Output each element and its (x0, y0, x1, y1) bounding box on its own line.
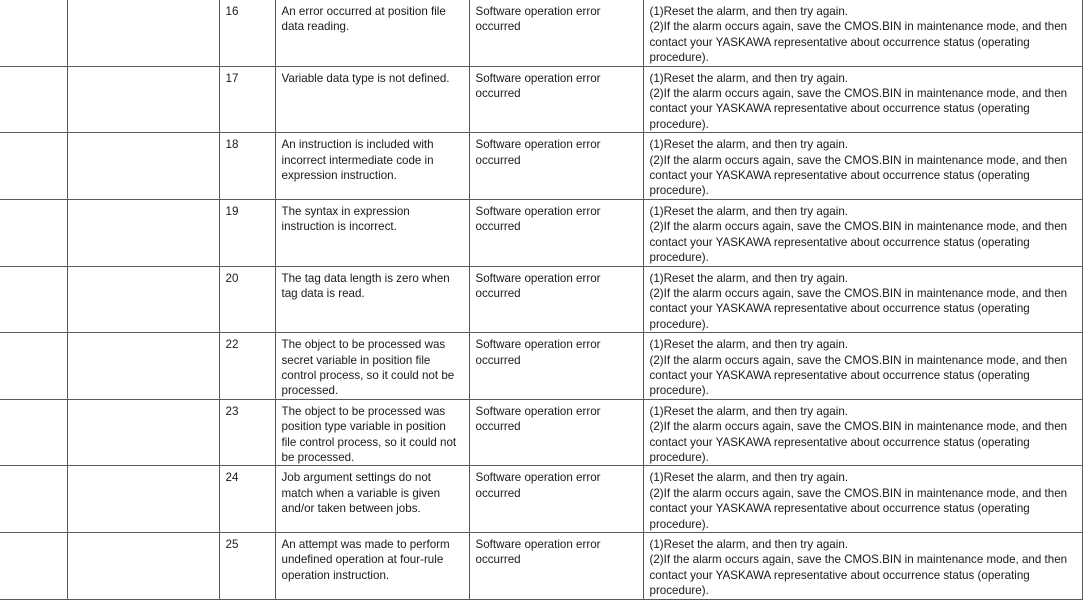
table-row (0, 466, 1082, 533)
remedy-step-1: (1)Reset the alarm, and then try again. (649, 338, 848, 352)
alarm-name-cell (67, 333, 219, 400)
sub-code-cell (219, 0, 275, 66)
remedy-step-2: (2)If the alarm occurs again, save the CMOS.BIN in maintenance mode, and then contact your YASKAWA representative about occurrence status (operating procedure). (649, 420, 1068, 464)
remedy-step-1: (1)Reset the alarm, and then try again. (649, 204, 848, 218)
sub-code: 18 (225, 138, 239, 152)
cause-cell (469, 0, 643, 66)
sub-code: 25 (225, 538, 239, 551)
remedy-step-2: (2)If the alarm occurs again, save the CMOS.BIN in maintenance mode, and then contact your YASKAWA representative about occurrence status (operating procedure). (649, 353, 1068, 398)
remedy-step-2: (2)If the alarm occurs again, save the CMOS.BIN in maintenance mode, and then contact your YASKAWA representative about occurrence status (operating procedure). (649, 553, 1068, 598)
remedy-cell (643, 466, 1082, 533)
sub-code: 24 (225, 471, 239, 485)
cause-cell (469, 399, 643, 466)
remedy-step-2: (2)If the alarm occurs again, save the CMOS.BIN in maintenance mode, and then contact your YASKAWA representative about occurrence status (operating procedure). (649, 286, 1068, 331)
alarm-number-cell (0, 333, 67, 400)
remedy-cell (643, 66, 1082, 133)
remedy-step-2: (2)If the alarm occurs again, save the CMOS.BIN in maintenance mode, and then contact your YASKAWA representative about occurrence status (operating procedure). (649, 486, 1068, 531)
alarm-name-cell (67, 0, 219, 66)
cause-text: Software operation error occurred (475, 271, 601, 300)
remedy-cell (643, 399, 1082, 466)
cause-text: Software operation error occurred (475, 204, 601, 234)
remedy-cell (643, 0, 1082, 66)
cause-text: Software operation error occurred (475, 5, 601, 34)
remedy-step-2: (2)If the alarm occurs again, save the CMOS.BIN in maintenance mode, and then contact your YASKAWA representative about occurrence status (operating procedure). (649, 220, 1068, 265)
remedy-step-1: (1)Reset the alarm, and then try again. (649, 471, 848, 485)
meaning-cell (275, 399, 469, 466)
sub-code-cell (219, 266, 275, 333)
meaning-cell (275, 66, 469, 133)
cause-cell (469, 533, 643, 600)
remedy-step-1: (1)Reset the alarm, and then try again. (649, 138, 848, 152)
sub-code: 19 (225, 204, 239, 218)
cause-cell (469, 133, 643, 200)
meaning-cell (275, 266, 469, 333)
remedy-cell (643, 333, 1082, 400)
cause-text: Software operation error occurred (475, 338, 601, 367)
table-row (0, 333, 1082, 400)
alarm-number-cell (0, 0, 67, 66)
cause-cell (469, 466, 643, 533)
cause-text: Software operation error occurred (475, 138, 601, 167)
sub-code-cell (219, 66, 275, 133)
cause-text: Software operation error occurred (475, 471, 601, 500)
alarm-number-cell (0, 466, 67, 533)
cause-cell (469, 199, 643, 266)
meaning-cell (275, 333, 469, 400)
table-row (0, 133, 1082, 200)
table-row (0, 0, 1082, 66)
alarm-name-cell (67, 399, 219, 466)
table-row (0, 533, 1082, 600)
alarm-number-cell (0, 133, 67, 200)
sub-code: 22 (225, 338, 239, 352)
remedy-cell (643, 199, 1082, 266)
meaning-text: Job argument settings do not match when a variable is given and/or taken between jobs. (281, 471, 441, 516)
alarm-number-cell (0, 66, 67, 133)
meaning-cell (275, 533, 469, 600)
sub-code-cell (219, 399, 275, 466)
cause-cell (469, 66, 643, 133)
remedy-step-1: (1)Reset the alarm, and then try again. (649, 538, 848, 551)
remedy-step-1: (1)Reset the alarm, and then try again. (649, 5, 848, 18)
remedy-step-1: (1)Reset the alarm, and then try again. (649, 271, 848, 285)
meaning-cell (275, 199, 469, 266)
meaning-text: The object to be processed was position type variable in position file control process, so it could not be processed. (281, 404, 457, 464)
meaning-text: The tag data length is zero when tag data is read. (281, 271, 450, 300)
cause-text: Software operation error occurred (475, 71, 601, 101)
remedy-step-1: (1)Reset the alarm, and then try again. (649, 404, 848, 418)
remedy-step-2: (2)If the alarm occurs again, save the CMOS.BIN in maintenance mode, and then contact your YASKAWA representative about occurrence status (operating procedure). (649, 153, 1068, 198)
meaning-text: An instruction is included with incorrect intermediate code in expression instruction. (281, 138, 434, 183)
remedy-step-1: (1)Reset the alarm, and then try again. (649, 71, 848, 85)
alarm-number-cell (0, 399, 67, 466)
sub-code: 20 (225, 271, 239, 285)
sub-code-cell (219, 533, 275, 600)
alarm-number-cell (0, 266, 67, 333)
remedy-step-2: (2)If the alarm occurs again, save the CMOS.BIN in maintenance mode, and then contact your YASKAWA representative about occurrence status (operating procedure). (649, 87, 1068, 131)
cause-text: Software operation error occurred (475, 538, 601, 567)
meaning-text: An error occurred at position file data reading. (281, 5, 446, 34)
meaning-cell (275, 0, 469, 66)
alarm-number-cell (0, 533, 67, 600)
alarm-name-cell (67, 466, 219, 533)
alarm-name-cell (67, 199, 219, 266)
sub-code-cell (219, 133, 275, 200)
sub-code: 17 (225, 71, 239, 85)
sub-code: 16 (225, 5, 239, 18)
meaning-text: Variable data type is not defined. (281, 71, 450, 85)
meaning-text: The syntax in expression instruction is incorrect. (281, 204, 410, 234)
sub-code-cell (219, 199, 275, 266)
remedy-cell (643, 133, 1082, 200)
sub-code-cell (219, 466, 275, 533)
alarm-name-cell (67, 66, 219, 133)
sub-code: 23 (225, 404, 239, 418)
sub-code-cell (219, 333, 275, 400)
meaning-text: The object to be processed was secret variable in position file control process, so it could not be processed. (281, 338, 455, 398)
alarm-name-cell (67, 133, 219, 200)
table-row (0, 399, 1082, 466)
meaning-cell (275, 133, 469, 200)
remedy-cell (643, 266, 1082, 333)
alarm-name-cell (67, 533, 219, 600)
cause-cell (469, 333, 643, 400)
table-row (0, 266, 1082, 333)
alarm-name-cell (67, 266, 219, 333)
meaning-cell (275, 466, 469, 533)
cause-cell (469, 266, 643, 333)
meaning-text: An attempt was made to perform undefined operation at four-rule operation instruction. (281, 538, 450, 582)
alarm-number-cell (0, 199, 67, 266)
remedy-step-2: (2)If the alarm occurs again, save the CMOS.BIN in maintenance mode, and then contact your YASKAWA representative about occurrence status (operating procedure). (649, 20, 1068, 65)
cause-text: Software operation error occurred (475, 404, 601, 434)
table-row (0, 66, 1082, 133)
table-row (0, 199, 1082, 266)
remedy-cell (643, 533, 1082, 600)
